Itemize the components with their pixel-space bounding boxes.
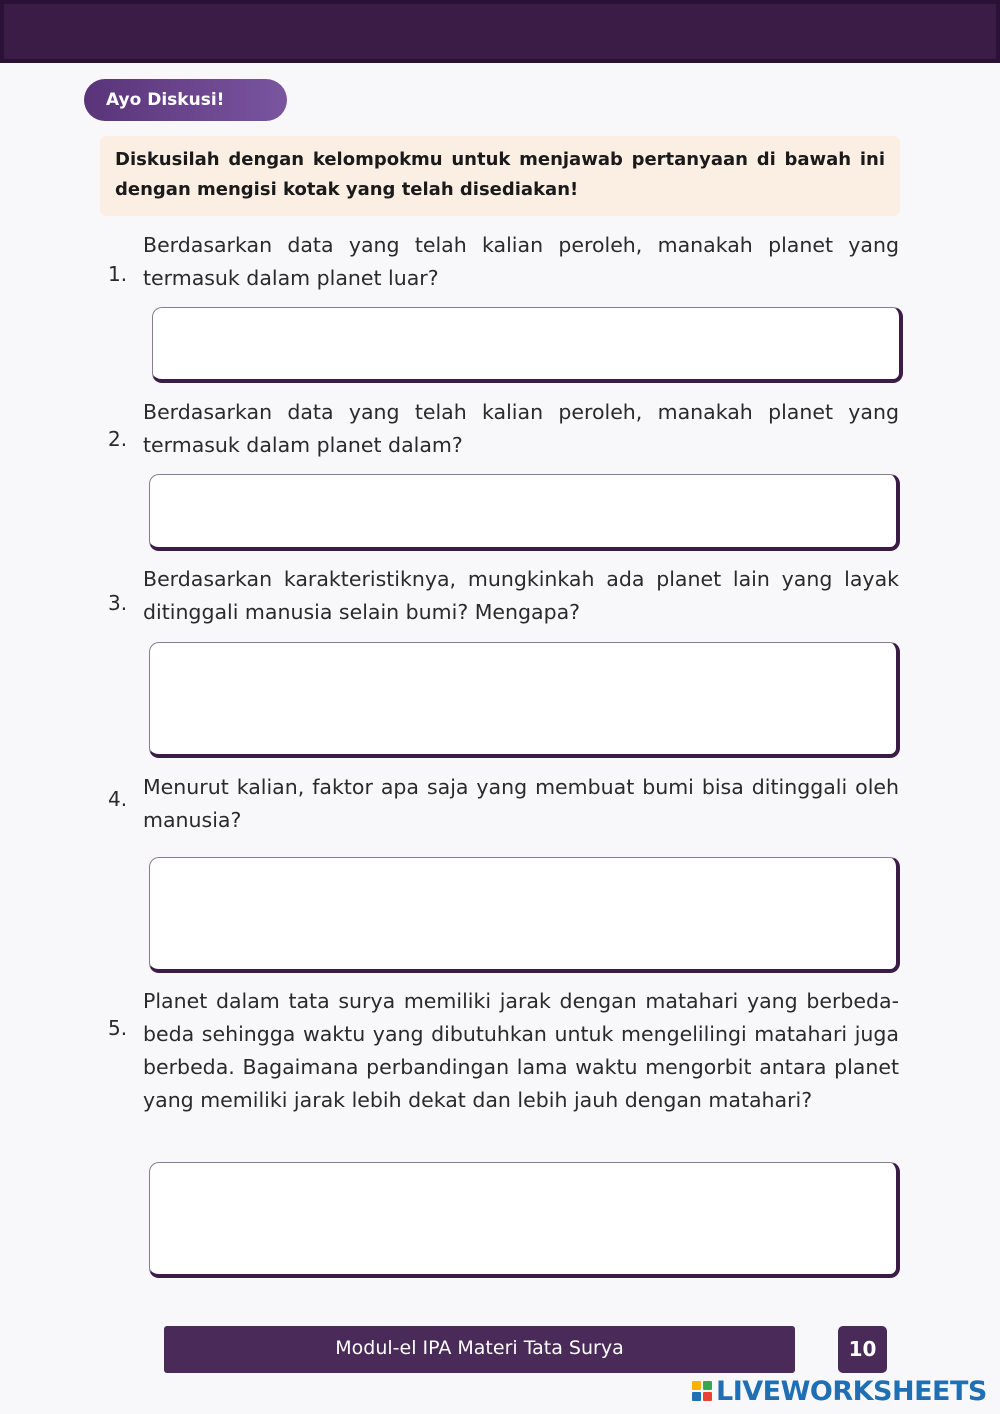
- footer-title: Modul-el IPA Materi Tata Surya: [164, 1326, 795, 1373]
- answer-box-1[interactable]: [152, 307, 903, 383]
- page-number: 10: [838, 1326, 887, 1373]
- answer-box-2[interactable]: [149, 474, 900, 551]
- watermark-text: LIVEWORKSHEETS: [716, 1375, 987, 1407]
- question-text-4: Menurut kalian, faktor apa saja yang membuat bumi bisa ditinggali oleh manusia?: [143, 775, 899, 832]
- question-number-4: 4.: [108, 787, 128, 811]
- logo-grid-letter: [692, 1381, 701, 1390]
- section-tag: Ayo Diskusi!: [84, 79, 287, 121]
- question-number-3: 3.: [108, 591, 128, 615]
- instruction-box: Diskusilah dengan kelompokmu untuk menjawab pertanyaan di bawah ini dengan mengisi kotak yang telah disediakan!: [100, 136, 900, 216]
- logo-grid-letter: [703, 1392, 712, 1401]
- logo-grid-letter: [692, 1392, 701, 1401]
- liveworksheets-logo: [692, 1374, 987, 1408]
- answer-box-3[interactable]: [149, 642, 900, 758]
- question-number-5: 5.: [108, 1016, 128, 1040]
- liveworksheets-grid-icon: [692, 1381, 712, 1401]
- question-number-1: 1.: [108, 262, 128, 286]
- question-text-3: Berdasarkan karakteristiknya, mungkinkah ada planet lain yang layak ditinggali manusia selain bumi? Mengapa?: [143, 567, 899, 624]
- question-text-2: Berdasarkan data yang telah kalian peroleh, manakah planet yang termasuk dalam planet dalam?: [143, 400, 899, 457]
- header-bar: [0, 0, 1000, 63]
- question-text-1: Berdasarkan data yang telah kalian peroleh, manakah planet yang termasuk dalam planet luar?: [143, 233, 899, 290]
- question-number-2: 2.: [108, 427, 128, 451]
- question-text-5: Planet dalam tata surya memiliki jarak dengan matahari yang berbeda-beda sehingga waktu yang dibutuhkan untuk mengelilingi matahari juga berbeda. Bagaimana perbandingan lama waktu mengorbit antara planet yang memiliki jarak lebih dekat dan lebih jauh dengan matahari?: [143, 989, 899, 1112]
- answer-box-4[interactable]: [149, 857, 900, 973]
- logo-grid-letter: [703, 1381, 712, 1390]
- answer-box-5[interactable]: [149, 1162, 900, 1278]
